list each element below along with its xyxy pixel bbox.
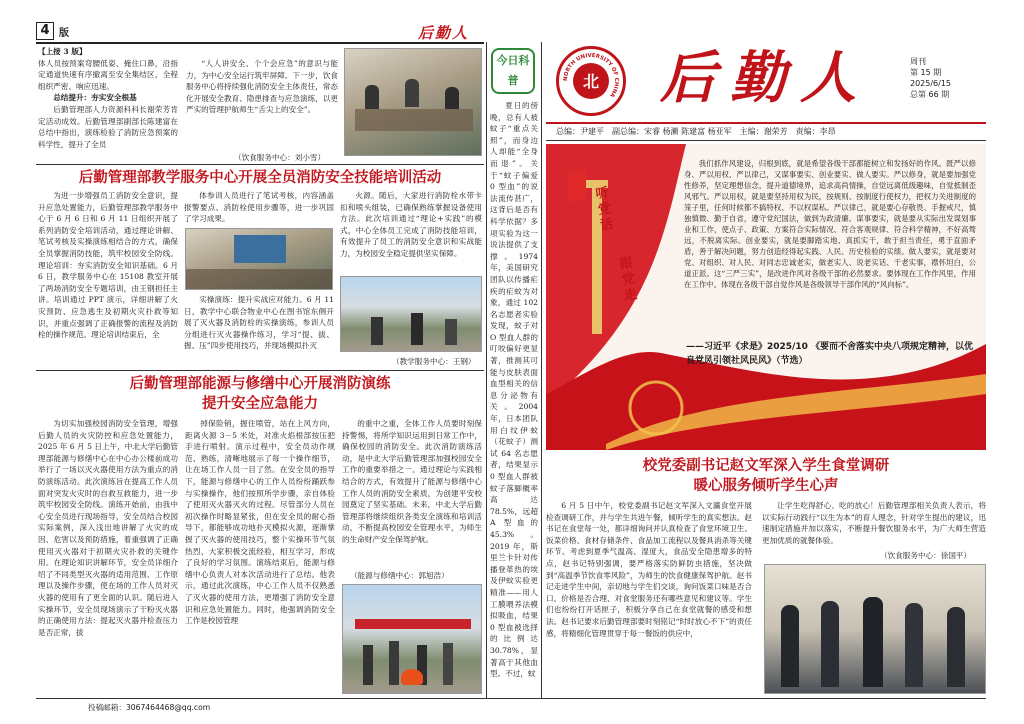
meeting-photo (344, 48, 482, 156)
article3-col1: 6 月 5 日中午，校党委副书记赵文军深入文瀛食堂开展检查调研工作，并与学生共进午餐，倾听学生的真实想法。赵书记在食堂每一处，都详细询问并认真检查了食堂环境卫生、饭菜价格、食材存储条件、食品加工流程以及餐具消杀等关键环节。考虑到夏季气温高、湿度大，食品安全隐患增多的特点，赵书记特别强调，要严格落实防鲜防虫措施，坚决做到“高温季节饮食零风险”，为师生的饮食健康保驾护航。赵书记走进学生中间，亲切地与学生们交谈，询问饭菜口味是否合口、价格是否合理、对食堂服务还有哪些意见和建议等。学生们也纷纷打开话匣子，积极分享自己在食堂就餐的感受和想法。赵书记要求后勤管理部要时刻铭记“时时放心不下”的责任感，将精细化管理贯穿于每一餐饭的供应中， (546, 501, 752, 638)
training-photo (185, 228, 333, 290)
header-small-masthead: 后勤人 (418, 24, 470, 42)
continued-col2: “人人讲安全、个个会应急”的意识与能力，为中心安全运行筑牢屏障。下一步，饮食服务中心将持续强化消防安全主体责任，常态化开展安全教育、隐患排查与应急演练，以更严实的管理护航师生“舌尖上的安全”。 (186, 59, 338, 115)
masthead-staff: 总编：尹建平 副总编：宋睿 杨瀨 陈建富 杨亚军 主编：谢荣芳 责编：李昂 (556, 127, 836, 136)
article3-col2: 让学生吃得舒心、吃的放心！后勤管理部相关负责人表示，将以实际行动践行“以生为本”的育人理念，针对学生提出的建议，迅速制定措施并加以落实，不断提升餐饮服务水平，为广大师生营造更加优质的就餐体验。 (762, 501, 986, 545)
article3-title-line1: 校党委副书记赵文军深入学生食堂调研 (642, 457, 890, 474)
article2-title-line2: 提升安全应急能力 (202, 395, 318, 412)
slogan-2: 跟党走 (618, 255, 639, 304)
feature-quote: ——习近平《求是》2025/10 《要而不舍落实中央八项规定精神，以优良党风引领社风民风》（节选） (686, 342, 973, 366)
masthead-title: 后勤人 (660, 45, 870, 111)
continued-credit: （饮食服务中心：刘小雪） (234, 153, 326, 162)
issue-freq: 周刊 (910, 57, 926, 66)
page-number-box: 4 (36, 22, 54, 40)
footer-rule (36, 698, 986, 699)
feature-body: 我们抓作风建设，归根到底，就是希望各级干部都能树立和发扬好的作风。既严以修身、严以用权、严以律己，又谋事要实、创业要实、做人要实。严以修身，就是要加强党性修养，坚定理想信念，提升道德境界，追求高尚情操，自觉远离低级趣味，自觉抵制歪风邪气。严以用权，就是要坚持用权为民，按规则、按制度行使权力，把权力关进制度的笼子里，任何时候都不搞特权、不以权谋私。严以律己，就是要心存敬畏、手握戒尺，慎独慎微、勤于自省，遵守党纪国法，做到为政清廉。谋事要实，就是要从实际出发谋划事业和工作，使点子、政策、方案符合实际情况、符合客观规律、符合科学精神，不好高骛远，不脱离实际。创业要实，就是要脚踏实地、真抓实干，敢于担当责任，勇于直面矛盾，善于解决问题，努力创造经得起实践、人民、历史检验的实绩。做人要实，就是要对党、对组织、对人民、对同志忠诚老实，做老实人、说老实话、干老实事，襟怀坦白，公道正派。这“三严三实”，是改进作风对各级干部的必然要求。要体现在工作作风里，作用在工作中。体现在各级干部自觉作风是各级领导干部作风的“风向标”。 (684, 159, 976, 289)
header-rule (36, 42, 484, 44)
continued-marker: 【上接 3 版】 (38, 47, 87, 56)
article1-credit: （教学服务中心：王钢） (392, 357, 476, 366)
issue-info (910, 56, 986, 100)
article2-col3: 的重中之重，全体工作人员要时刻保持警惕，将所学知识运用到日常工作中，确保校园的消防安全。此次消防演练活动，是中北大学后勤管理部加强校园安全工作的重要举措之一。通过理论与实践相结合的方式，有效提升了能源与修缮中心工作人员的消防安全素质，为创建平安校园奠定了坚实基础。未来，中北大学后勤管理部将继续组织各类安全演练和培训活动，不断提高校园安全管理水平，为师生的生命财产安全保驾护航。 (342, 419, 482, 544)
feature-panel (546, 144, 986, 450)
article2-col1: 为切实加强校园消防安全管理，增强后勤人员的火灾防控和应急处置能力，2025 年 6 月 5 日上午，中北大学后勤管理部能源与修缮中心在中心办公楼前成功举行了一场以灭火器使用方法为重点的消防演练活动。此次演练旨在提高工作人员面对突发火灾时的自救互救能力，进一步筑牢校园安全防线。演练开始前，由我中心安全员进行现场指导，安全员结合校园实际案例，深入浅出地讲解了火灾的成因、危害以及预防措施，着重强调了正确使用灭火器对于初期火灾扑救的关键作用。在理论知识讲解环节，安全员详细介绍了不同类型灭火器的适用范围、工作原理以及操作步骤，使在场的工作人员对灭火器的使用有了更全面的认识。随后进入实操环节，安全员现场演示了干粉灭火器的正确使用方法：提起灭火器并检查压力是否正常，拔 (38, 419, 178, 637)
extinguisher-photo (342, 584, 482, 694)
article1-col2: 体参训人员进行了笔试考核，内容涵盖报警要点、消防栓使用步骤等，进一步巩固了学习成果。 (184, 191, 334, 224)
article3-title-line2: 暖心服务倾听学生心声 (693, 477, 839, 494)
divider-1 (36, 164, 484, 165)
university-seal (556, 46, 626, 116)
article1-col1: 为进一步增强员工消防安全意识，提升应急处置能力，后勤管理部教学服务中心于 6 月 6 日和 6 月 11 日组织开展了系列消防安全培训活动，通过理论讲解、笔试考核及实操演练相结合的方式，确保全员掌握消防技能，筑牢校园安全防线。理论培训：夯实消防安全知识基础。6 月 6 日，教学服务中心在 15108 教室开展了两场消防安全专题培训，由王钢担任主讲。培训通过 PPT 演示，详细讲解了火灾预防、应急逃生及初期火灾扑救等知识，并重点强调了正确报警的流程及消防栓的操作规范。理论培训结束后，全 (38, 191, 178, 340)
issue-number: 第 15 期 (910, 68, 942, 77)
summary-heading: 总结提升：夯实安全根基 (53, 93, 137, 103)
article3-credit: （饮食服务中心：徐国平） (880, 551, 972, 560)
column-divider-left (486, 42, 487, 698)
seal-center-text: 北 (582, 72, 600, 91)
article1-col3: 火源。随后，大家进行消防栓水带卡扣和喷头组装，已确保熟练掌握设备使用方法。此次培训通过“理论+实践”的模式，中心全体员工完成了消防技能培训，有效提升了员工的消防安全意识和实战能力，为校园安全稳定提供坚实保障。 (340, 191, 482, 258)
seal-ring-text: NORTH UNIVERSITY OF CHINA (562, 52, 620, 99)
issue-total: 总第 66 期 (910, 90, 950, 99)
article2-title-line1: 后勤管理部能源与修缮中心开展消防演练 (129, 375, 391, 392)
canteen-photo (764, 564, 986, 694)
column-divider-right (541, 42, 542, 698)
drill-photo (340, 276, 482, 352)
article1-title: 后勤管理部教学服务中心开展全员消防安全技能培训活动 (78, 169, 442, 186)
article2-credit: （能源与修缮中心：郭旭浩） (350, 571, 449, 580)
article2-col2: 掉保险销，握住喷管，站在上风方向，距离火源 3－5 米处，对准火焰根部按压把手进行喷射。演示过程中，安全员动作规范、熟练，清晰地展示了每一个操作细节，让在场工作人员一目了然。在安全员的指导下，能源与修缮中心的工作人员纷纷踊跃参与实操操作，他们按照所学步骤，亲自体验了使用灭火器灭火的过程。尽管部分人员在初次操作时略显紧张，但在安全员的耐心指导下，都能够成功地扑灭模拟火源，逐渐掌握了灭火器的使用技巧，整个实操环节气氛热烈，大家积极交流经验，相互学习，形成了良好的学习氛围。演练结束后，能源与修缮中心负责人对本次活动进行了总结。他表示，通过此次演练，中心工作人员不仅熟悉了灭火器的使用方法，更增强了消防安全意识和应急处置能力。同时，他强调消防安全工作是校园管理 (185, 419, 335, 626)
continued-col1: 【上接 3 版】 体人员按预案弯腰低姿、掩住口鼻，沿指定通道快速有序撤离至安全集结区，全程组织严密、响应迅速。 总结提升：夯实安全根基 后勤管理部人力资源科科长谢荣芳肯定活动成效。后勤管理部副部长陈建富在总结中指出，演练检验了消防应急预案的科学性，提升了全员 (38, 47, 178, 149)
slogan-1: 听党话 (594, 185, 615, 234)
science-column-text: 夏日的傍晚，总有人被蚊子“重点关照”，而身边人却能“全身而退”。关于“蚊子偏爱 0 型血”的说法流传甚广，这背后是否有科学依据？多项实验为这一说法提供了支撑。1974 年，美国研究团队以传播疟疾的疟蚊为对象，通过 102 名志愿者实验发现，蚊子对 O 型血人群的叮咬偏好更显著，推测其可能与皮肤表面血型相关的信息分泌物有关。2004 年，日本团队用白纹伊蚊（花蚊子）测试 64 名志愿者，结果显示 0 型血人群被蚊子落脚概率高达 78.5%，远超 A 型血的 45.3%。2019 年，斯里兰卡针对传播登革热的埃及伊蚊实验更精准——用人工膜喂养法模拟吸血，结果 0 型血被选择的比例达 30.78%，显著高于其他血型。不过，蚊 (490, 101, 538, 679)
divider-2 (36, 370, 484, 371)
article1-caption: 实操演练：提升实战应对能力。6 月 11 日，教学中心联合物业中心在图书馆东侧开展了灭火器及消防栓的实操演练，参训人员分组进行灭火器操作练习，学习“提、拔、握、压”四步使用技巧，并现场模拟扑灭 (184, 295, 334, 351)
masthead-rule-2 (546, 140, 986, 141)
issue-date: 2025/6/15 (910, 79, 952, 88)
masthead-rule (546, 122, 986, 124)
page-number-label: 版 (59, 28, 69, 39)
science-logo: 今日科普 (491, 48, 535, 94)
footer-email: 投稿邮箱：3067464468@qq.com (88, 703, 211, 712)
